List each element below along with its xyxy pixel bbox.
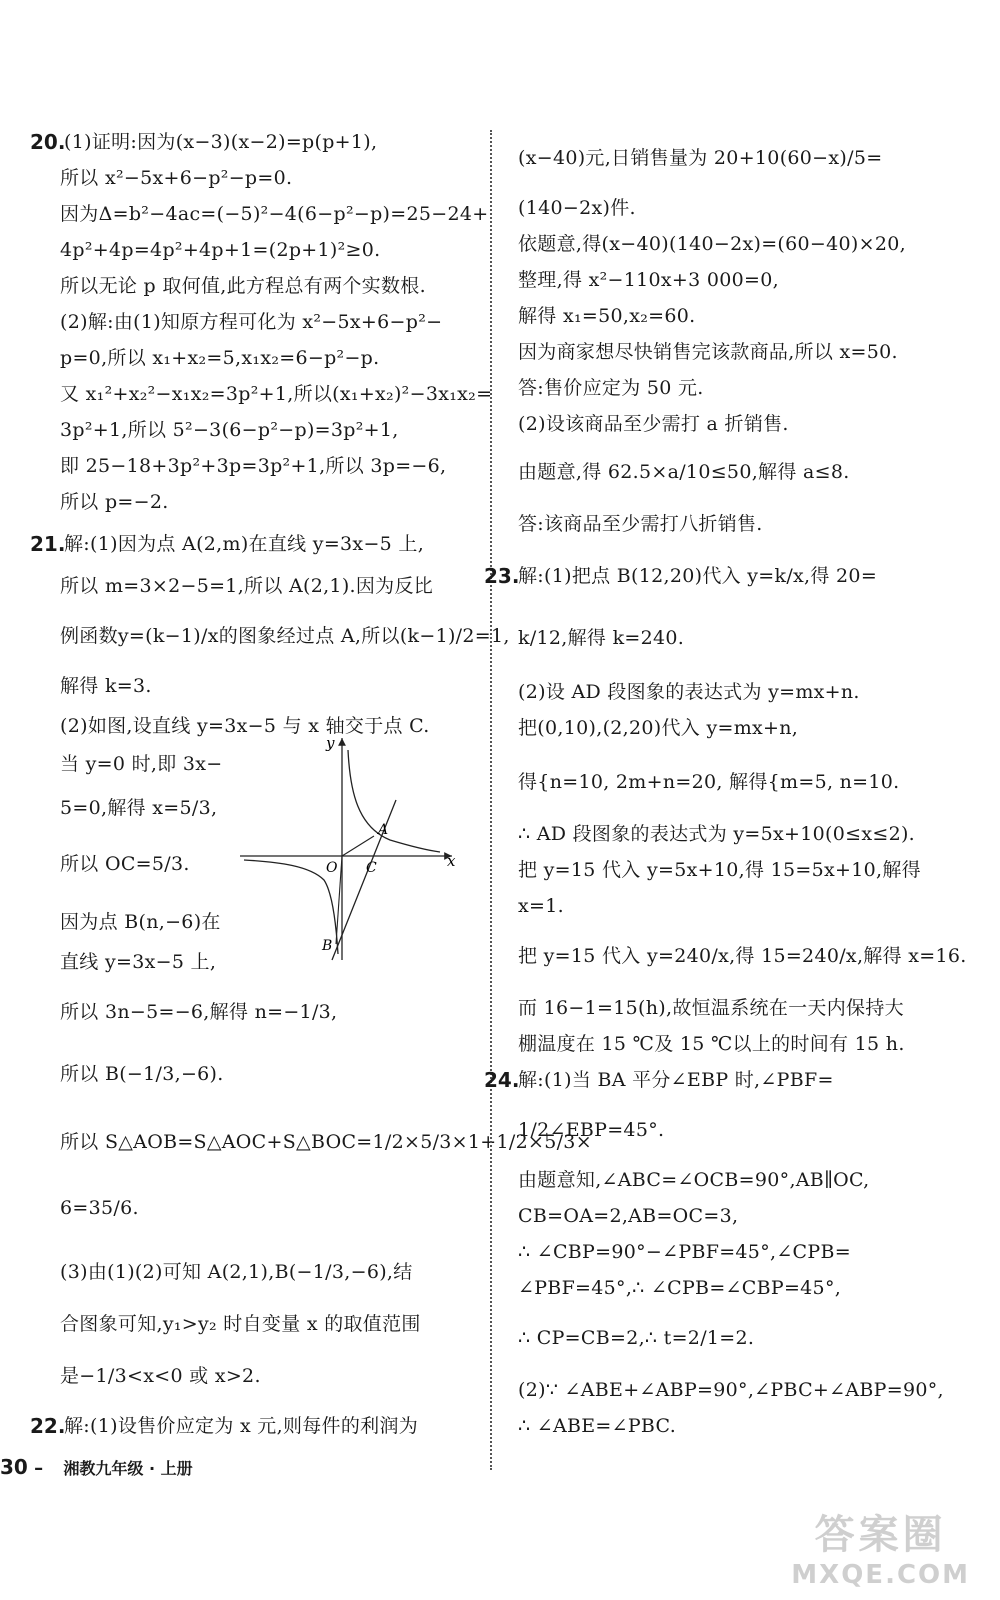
q22-number: 22.: [30, 1414, 66, 1438]
q23-line: (2)设 AD 段图象的表达式为 y=mx+n.: [518, 681, 860, 703]
q21-line: 当 y=0 时,即 3x−: [60, 753, 223, 775]
watermark-line2: MXQE.COM: [791, 1560, 970, 1590]
q20-number: 20.: [30, 130, 66, 154]
q21-number: 21.: [30, 532, 66, 556]
footer-dash: –: [34, 1458, 44, 1479]
q23-line: 把(0,10),(2,20)代入 y=mx+n,: [518, 717, 799, 739]
q21-line: 6=35/6.: [60, 1197, 139, 1219]
q20-line: (2)解:由(1)知原方程可化为 x²−5x+6−p²−: [60, 311, 443, 333]
q22-line: 解:(1)设售价应定为 x 元,则每件的利润为: [64, 1415, 419, 1437]
q24-line: (2)∵ ∠ABE+∠ABP=90°,∠PBC+∠ABP=90°,: [518, 1379, 944, 1401]
q24-line: 1/2∠EBP=45°.: [518, 1119, 665, 1141]
column-divider: [490, 130, 492, 1470]
q21-line: 所以 m=3×2−5=1,所以 A(2,1).因为反比: [60, 575, 434, 597]
q21-graph: [240, 732, 465, 964]
q23-line: k/12,解得 k=240.: [518, 627, 685, 649]
q22-line: (140−2x)件.: [518, 197, 636, 219]
q21-line: 所以 S△AOB=S△AOC+S△BOC=1/2×5/3×1+1/2×5/3×: [60, 1131, 592, 1153]
q20-line: 3p²+1,所以 5²−3(6−p²−p)=3p²+1,: [60, 419, 399, 441]
q21-line: (2)如图,设直线 y=3x−5 与 x 轴交于点 C.: [60, 715, 430, 737]
q21-line: (3)由(1)(2)可知 A(2,1),B(−1/3,−6),结: [60, 1261, 413, 1283]
q21-line: 是−1/3<x<0 或 x>2.: [60, 1365, 261, 1387]
q20-line: 即 25−18+3p²+3p=3p²+1,所以 3p=−6,: [60, 455, 447, 477]
q22-line: (2)设该商品至少需打 a 折销售.: [518, 413, 789, 435]
q24-line: ∴ ∠ABE=∠PBC.: [518, 1415, 677, 1437]
graph-label-b: B: [322, 938, 333, 954]
graph-label-x: x: [447, 852, 456, 870]
q22-line: 答:该商品至少需打八折销售.: [518, 513, 763, 535]
q24-number: 24.: [484, 1068, 520, 1092]
q23-line: 而 16−1=15(h),故恒温系统在一天内保持大: [518, 997, 904, 1019]
q23-line: ∴ AD 段图象的表达式为 y=5x+10(0≤x≤2).: [518, 823, 916, 845]
q21-line: 解:(1)因为点 A(2,m)在直线 y=3x−5 上,: [64, 533, 425, 555]
q21-line: 5=0,解得 x=5/3,: [60, 797, 218, 819]
graph-label-o: O: [326, 860, 338, 876]
graph-label-c: C: [366, 860, 377, 876]
q22-line: 整理,得 x²−110x+3 000=0,: [518, 269, 779, 291]
q22-line: (x−40)元,日销售量为 20+10(60−x)/5=: [518, 147, 883, 169]
q22-line: 答:售价应定为 50 元.: [518, 377, 704, 399]
q21-line: 直线 y=3x−5 上,: [60, 951, 217, 973]
q24-line: ∴ ∠CBP=90°−∠PBF=45°,∠CPB=: [518, 1241, 851, 1263]
q20-line: 因为Δ=b²−4ac=(−5)²−4(6−p²−p)=25−24+: [60, 203, 489, 225]
hyperbola-branch-1: [348, 750, 440, 852]
q20-line: 4p²+4p=4p²+4p+1=(2p+1)²≥0.: [60, 239, 381, 261]
q20-line: 所以无论 p 取何值,此方程总有两个实数根.: [60, 275, 426, 297]
q24-line: ∴ CP=CB=2,∴ t=2/1=2.: [518, 1327, 755, 1349]
q20-line: 所以 p=−2.: [60, 491, 169, 513]
page-footer: [0, 1455, 193, 1479]
q24-line: CB=OA=2,AB=OC=3,: [518, 1205, 739, 1227]
q22-line: 依题意,得(x−40)(140−2x)=(60−40)×20,: [518, 233, 906, 255]
q22-line: 因为商家想尽快销售完该款商品,所以 x=50.: [518, 341, 898, 363]
q20-line: (1)证明:因为(x−3)(x−2)=p(p+1),: [64, 131, 378, 153]
q23-line: 把 y=15 代入 y=240/x,得 15=240/x,解得 x=16.: [518, 945, 967, 967]
q21-line: 合图象可知,y₁>y₂ 时自变量 x 的取值范围: [60, 1313, 421, 1335]
q22-line: 由题意,得 62.5×a/10≤50,解得 a≤8.: [518, 461, 850, 483]
q21-line: 所以 OC=5/3.: [60, 853, 190, 875]
q20-line: 又 x₁²+x₂²−x₁x₂=3p²+1,所以(x₁+x₂)²−3x₁x₂=: [60, 383, 493, 405]
q24-line: ∠PBF=45°,∴ ∠CPB=∠CBP=45°,: [518, 1277, 842, 1299]
book-title: 湘教九年级 · 上册: [63, 1459, 193, 1478]
q23-number: 23.: [484, 564, 520, 588]
graph-label-a: A: [378, 822, 389, 838]
q21-line: 所以 B(−1/3,−6).: [60, 1063, 224, 1085]
page-number: 30: [0, 1455, 28, 1479]
q21-line: 所以 3n−5=−6,解得 n=−1/3,: [60, 1001, 338, 1023]
q22-line: 解得 x₁=50,x₂=60.: [518, 305, 696, 327]
q21-line: 解得 k=3.: [60, 675, 152, 697]
q23-line: 把 y=15 代入 y=5x+10,得 15=5x+10,解得: [518, 859, 921, 881]
graph-label-y: y: [326, 734, 335, 752]
q23-line: 解:(1)把点 B(12,20)代入 y=k/x,得 20=: [518, 565, 878, 587]
q20-line: p=0,所以 x₁+x₂=5,x₁x₂=6−p²−p.: [60, 347, 380, 369]
q21-line: 例函数y=(k−1)/x的图象经过点 A,所以(k−1)/2=1,: [60, 625, 510, 647]
q24-line: 解:(1)当 BA 平分∠EBP 时,∠PBF=: [518, 1069, 834, 1091]
q20-line: 所以 x²−5x+6−p²−p=0.: [60, 167, 293, 189]
q23-line: 棚温度在 15 ℃及 15 ℃以上的时间有 15 h.: [518, 1033, 905, 1055]
watermark: [791, 1503, 970, 1590]
watermark-line1: 答案圈: [814, 1512, 947, 1558]
q21-line: 因为点 B(n,−6)在: [60, 911, 221, 933]
q23-line: 得{n=10, 2m+n=20, 解得{m=5, n=10.: [518, 771, 900, 793]
segment-OA: [342, 836, 374, 856]
q24-line: 由题意知,∠ABC=∠OCB=90°,AB∥OC,: [518, 1169, 870, 1191]
q23-line: x=1.: [518, 895, 564, 917]
